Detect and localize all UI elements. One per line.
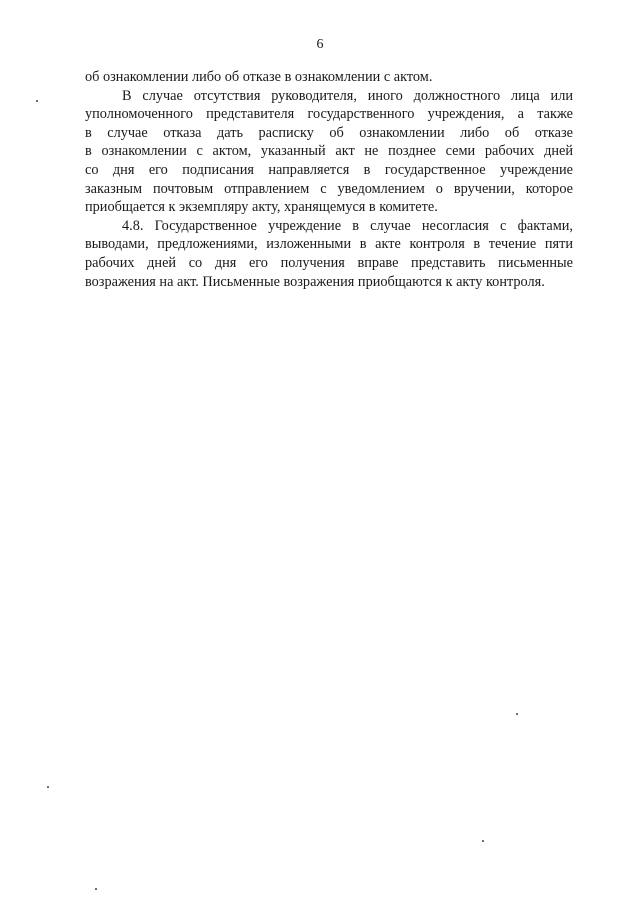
page-number: 6 bbox=[316, 37, 324, 52]
scan-speck bbox=[36, 100, 38, 102]
text-line: в ознакомлении с актом, указанный акт не позднее семи рабочих дней bbox=[85, 143, 573, 160]
text-line: со дня его подписания направляется в государственное учреждение bbox=[85, 161, 573, 178]
text-line: В случае отсутствия руководителя, иного должностного лица или bbox=[122, 87, 573, 104]
scan-speck bbox=[95, 888, 97, 890]
text-line: возражения на акт. Письменные возражения приобщаются к акту контроля. bbox=[85, 273, 545, 290]
scan-speck bbox=[482, 840, 484, 842]
paragraph-absence-of-head bbox=[85, 87, 573, 217]
document-body bbox=[85, 68, 573, 291]
text-line: в случае отказа дать расписку об ознакомлении либо об отказе bbox=[85, 124, 573, 141]
scan-speck bbox=[516, 713, 518, 715]
text-line: 4.8. Государственное учреждение в случае несогласия с фактами, bbox=[122, 217, 573, 234]
text-line: приобщается к экземпляру акту, хранящемуся в комитете. bbox=[85, 199, 438, 216]
paragraph-continuation bbox=[85, 68, 573, 87]
text-line: рабочих дней со дня его получения вправе представить письменные bbox=[85, 254, 573, 271]
text-line: заказным почтовым отправлением с уведомлением о вручении, которое bbox=[85, 180, 573, 197]
text-line: уполномоченного представителя государственного учреждения, а также bbox=[85, 106, 573, 123]
text-line: об ознакомлении либо об отказе в ознакомлении с актом. bbox=[85, 69, 433, 85]
scan-speck bbox=[47, 786, 49, 788]
text-line: выводами, предложениями, изложенными в акте контроля в течение пяти bbox=[85, 236, 573, 253]
paragraph-4-8 bbox=[85, 217, 573, 291]
